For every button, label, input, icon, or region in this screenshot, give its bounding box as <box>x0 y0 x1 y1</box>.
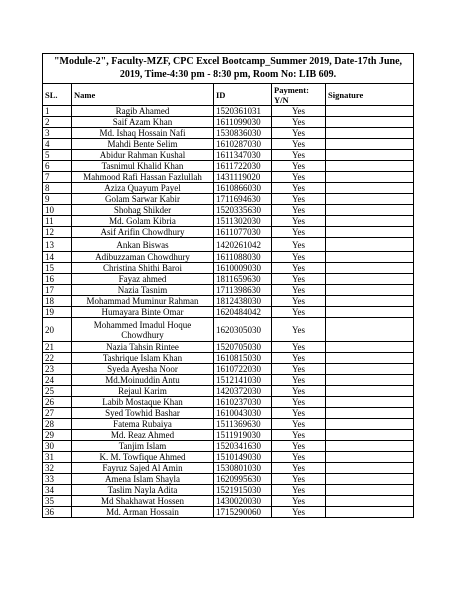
table-row <box>43 205 414 216</box>
cell-payment: Yes <box>272 474 326 485</box>
cell-sl: 10 <box>43 205 72 216</box>
header-name: Name <box>72 84 214 106</box>
cell-name: Md.Moinuddin Antu <box>72 375 214 386</box>
cell-signature <box>326 353 414 364</box>
cell-sl: 3 <box>43 128 72 139</box>
cell-name: Abidur Rahman Kushal <box>72 150 214 161</box>
cell-name: Amena Islam Shayla <box>72 474 214 485</box>
table-row <box>43 397 414 408</box>
cell-name: Md. Arman Hossain <box>72 507 214 518</box>
cell-sl: 28 <box>43 419 72 430</box>
cell-id: 1511369630 <box>214 419 272 430</box>
cell-sl: 9 <box>43 194 72 205</box>
cell-payment: Yes <box>272 274 326 285</box>
table-row <box>43 441 414 452</box>
cell-payment: Yes <box>272 227 326 238</box>
sheet-title: "Module-2", Faculty-MZF, CPC Excel Bootcamp_Summer 2019, Date-17th June, 2019, Time-4:30 pm - 8:30 pm, Room No: LIB 609. <box>43 54 414 84</box>
cell-name: Nazia Tahsin Rintee <box>72 342 214 353</box>
cell-payment: Yes <box>272 307 326 318</box>
cell-payment: Yes <box>272 353 326 364</box>
cell-signature <box>326 205 414 216</box>
table-row <box>43 507 414 518</box>
cell-sl: 18 <box>43 296 72 307</box>
cell-signature <box>326 496 414 507</box>
cell-sl: 26 <box>43 397 72 408</box>
cell-payment: Yes <box>272 463 326 474</box>
cell-name: Humayara Binte Omar <box>72 307 214 318</box>
cell-id: 1420372030 <box>214 386 272 397</box>
cell-sl: 33 <box>43 474 72 485</box>
cell-name: Asif Arifin Chowdhury <box>72 227 214 238</box>
cell-signature <box>326 318 414 342</box>
cell-signature <box>326 227 414 238</box>
cell-name: Fayruz Sajed Al Amin <box>72 463 214 474</box>
cell-id: 1611722030 <box>214 161 272 172</box>
cell-signature <box>326 441 414 452</box>
cell-payment: Yes <box>272 364 326 375</box>
table-row <box>43 296 414 307</box>
cell-name: Saif Azam Khan <box>72 117 214 128</box>
cell-name: Tashrique Islam Khan <box>72 353 214 364</box>
header-payment: Payment: Y/N <box>272 84 326 106</box>
table-row <box>43 375 414 386</box>
table-row <box>43 274 414 285</box>
cell-payment: Yes <box>272 106 326 117</box>
cell-id: 1620995630 <box>214 474 272 485</box>
cell-id: 1431119020 <box>214 172 272 183</box>
cell-name: Tasnimul Khalid Khan <box>72 161 214 172</box>
cell-id: 1520335630 <box>214 205 272 216</box>
cell-sl: 7 <box>43 172 72 183</box>
cell-name: Syed Towhid Bashar <box>72 408 214 419</box>
cell-signature <box>326 307 414 318</box>
cell-sl: 2 <box>43 117 72 128</box>
cell-id: 1521915030 <box>214 485 272 496</box>
cell-sl: 8 <box>43 183 72 194</box>
cell-payment: Yes <box>272 285 326 296</box>
cell-id: 1520361031 <box>214 106 272 117</box>
table-row <box>43 430 414 441</box>
cell-sl: 11 <box>43 216 72 227</box>
table-row <box>43 318 414 342</box>
table-row <box>43 419 414 430</box>
cell-signature <box>326 117 414 128</box>
cell-id: 1711694630 <box>214 194 272 205</box>
cell-payment: Yes <box>272 408 326 419</box>
cell-payment: Yes <box>272 430 326 441</box>
cell-signature <box>326 386 414 397</box>
cell-id: 1611347030 <box>214 150 272 161</box>
cell-sl: 12 <box>43 227 72 238</box>
table-row <box>43 252 414 263</box>
cell-signature <box>326 263 414 274</box>
cell-payment: Yes <box>272 452 326 463</box>
cell-sl: 31 <box>43 452 72 463</box>
cell-payment: Yes <box>272 161 326 172</box>
cell-name: Rejaul Karim <box>72 386 214 397</box>
table-row <box>43 216 414 227</box>
cell-signature <box>326 408 414 419</box>
table-row <box>43 285 414 296</box>
cell-payment: Yes <box>272 183 326 194</box>
header-sl: SL. <box>43 84 72 106</box>
cell-id: 1420261042 <box>214 238 272 252</box>
cell-id: 1610043030 <box>214 408 272 419</box>
cell-name: Nazia Tasnim <box>72 285 214 296</box>
cell-signature <box>326 172 414 183</box>
attendance-table <box>42 53 414 518</box>
cell-payment: Yes <box>272 205 326 216</box>
table-row <box>43 150 414 161</box>
cell-name: Shohag Shikder <box>72 205 214 216</box>
cell-payment: Yes <box>272 194 326 205</box>
cell-sl: 6 <box>43 161 72 172</box>
cell-id: 1610237030 <box>214 397 272 408</box>
table-row <box>43 227 414 238</box>
cell-id: 1610009030 <box>214 263 272 274</box>
cell-name: Md. Golam Kibria <box>72 216 214 227</box>
cell-payment: Yes <box>272 150 326 161</box>
cell-signature <box>326 452 414 463</box>
cell-payment: Yes <box>272 296 326 307</box>
cell-sl: 24 <box>43 375 72 386</box>
table-row <box>43 172 414 183</box>
cell-name: Aziza Quayum Payel <box>72 183 214 194</box>
cell-signature <box>326 161 414 172</box>
cell-payment: Yes <box>272 496 326 507</box>
cell-signature <box>326 238 414 252</box>
cell-name: K. M. Towfique Ahmed <box>72 452 214 463</box>
cell-sl: 23 <box>43 364 72 375</box>
cell-sl: 21 <box>43 342 72 353</box>
cell-id: 1512141030 <box>214 375 272 386</box>
cell-signature <box>326 183 414 194</box>
cell-id: 1511302030 <box>214 216 272 227</box>
cell-id: 1530801030 <box>214 463 272 474</box>
table-row <box>43 106 414 117</box>
cell-sl: 29 <box>43 430 72 441</box>
cell-name: Md Shakhawat Hossen <box>72 496 214 507</box>
cell-sl: 17 <box>43 285 72 296</box>
cell-id: 1812438030 <box>214 296 272 307</box>
cell-signature <box>326 150 414 161</box>
cell-name: Tanjim Islam <box>72 441 214 452</box>
table-row <box>43 485 414 496</box>
cell-sl: 36 <box>43 507 72 518</box>
table-row <box>43 496 414 507</box>
cell-payment: Yes <box>272 441 326 452</box>
header-signature: Signature <box>326 84 414 106</box>
cell-payment: Yes <box>272 485 326 496</box>
cell-payment: Yes <box>272 263 326 274</box>
cell-id: 1520705030 <box>214 342 272 353</box>
cell-signature <box>326 463 414 474</box>
cell-signature <box>326 364 414 375</box>
table-row <box>43 408 414 419</box>
table-row <box>43 139 414 150</box>
table-row <box>43 161 414 172</box>
cell-payment: Yes <box>272 216 326 227</box>
cell-payment: Yes <box>272 342 326 353</box>
cell-name: Mohammad Muminur Rahman <box>72 296 214 307</box>
cell-id: 1620484042 <box>214 307 272 318</box>
cell-name: Mahmood Rafi Hassan Fazlullah <box>72 172 214 183</box>
cell-sl: 19 <box>43 307 72 318</box>
cell-name: Ankan Biswas <box>72 238 214 252</box>
cell-sl: 15 <box>43 263 72 274</box>
cell-id: 1620305030 <box>214 318 272 342</box>
table-body <box>43 106 414 518</box>
cell-name: Ragib Ahamed <box>72 106 214 117</box>
cell-payment: Yes <box>272 419 326 430</box>
cell-payment: Yes <box>272 172 326 183</box>
cell-sl: 14 <box>43 252 72 263</box>
cell-signature <box>326 128 414 139</box>
cell-sl: 13 <box>43 238 72 252</box>
cell-payment: Yes <box>272 386 326 397</box>
cell-name: Christina Shithi Baroi <box>72 263 214 274</box>
cell-id: 1611088030 <box>214 252 272 263</box>
table-row <box>43 364 414 375</box>
cell-signature <box>326 375 414 386</box>
cell-sl: 34 <box>43 485 72 496</box>
cell-signature <box>326 194 414 205</box>
cell-payment: Yes <box>272 139 326 150</box>
table-row <box>43 386 414 397</box>
cell-id: 1510149030 <box>214 452 272 463</box>
table-row <box>43 353 414 364</box>
cell-id: 1811659630 <box>214 274 272 285</box>
cell-name: Fatema Rubaiya <box>72 419 214 430</box>
cell-name: Golam Sarwar Kabir <box>72 194 214 205</box>
cell-sl: 4 <box>43 139 72 150</box>
table-row <box>43 452 414 463</box>
cell-name: Mahdi Bente Selim <box>72 139 214 150</box>
cell-signature <box>326 274 414 285</box>
cell-id: 1530836030 <box>214 128 272 139</box>
cell-signature <box>326 285 414 296</box>
cell-signature <box>326 139 414 150</box>
table-row <box>43 117 414 128</box>
cell-id: 1511919030 <box>214 430 272 441</box>
cell-name: Taslim Nayla Adita <box>72 485 214 496</box>
cell-sl: 20 <box>43 318 72 342</box>
cell-name: Adibuzzaman Chowdhury <box>72 252 214 263</box>
table-row <box>43 263 414 274</box>
cell-sl: 1 <box>43 106 72 117</box>
cell-id: 1610722030 <box>214 364 272 375</box>
cell-payment: Yes <box>272 318 326 342</box>
cell-id: 1611077030 <box>214 227 272 238</box>
cell-signature <box>326 397 414 408</box>
cell-payment: Yes <box>272 117 326 128</box>
cell-payment: Yes <box>272 507 326 518</box>
table-row <box>43 474 414 485</box>
cell-signature <box>326 507 414 518</box>
cell-name: Fayaz ahmed <box>72 274 214 285</box>
table-row <box>43 194 414 205</box>
cell-payment: Yes <box>272 128 326 139</box>
cell-id: 1711398630 <box>214 285 272 296</box>
cell-payment: Yes <box>272 375 326 386</box>
table-row <box>43 342 414 353</box>
header-id: ID <box>214 84 272 106</box>
cell-payment: Yes <box>272 252 326 263</box>
cell-id: 1520341630 <box>214 441 272 452</box>
cell-sl: 27 <box>43 408 72 419</box>
cell-sl: 25 <box>43 386 72 397</box>
cell-sl: 16 <box>43 274 72 285</box>
table-row <box>43 463 414 474</box>
cell-payment: Yes <box>272 238 326 252</box>
header-row <box>43 84 414 106</box>
cell-id: 1610287030 <box>214 139 272 150</box>
table-row <box>43 183 414 194</box>
cell-signature <box>326 419 414 430</box>
cell-sl: 30 <box>43 441 72 452</box>
cell-sl: 32 <box>43 463 72 474</box>
cell-sl: 22 <box>43 353 72 364</box>
cell-signature <box>326 296 414 307</box>
table-row <box>43 307 414 318</box>
cell-payment: Yes <box>272 397 326 408</box>
cell-signature <box>326 485 414 496</box>
cell-name: Mohammed Imadul Hoque Chowdhury <box>72 318 214 342</box>
cell-name: Md. Reaz Ahmed <box>72 430 214 441</box>
cell-signature <box>326 342 414 353</box>
cell-signature <box>326 430 414 441</box>
cell-id: 1610866030 <box>214 183 272 194</box>
cell-signature <box>326 106 414 117</box>
cell-name: Labib Mostaque Khan <box>72 397 214 408</box>
cell-signature <box>326 252 414 263</box>
cell-signature <box>326 216 414 227</box>
cell-sl: 5 <box>43 150 72 161</box>
cell-id: 1430020030 <box>214 496 272 507</box>
table-row <box>43 238 414 252</box>
cell-id: 1715290060 <box>214 507 272 518</box>
cell-sl: 35 <box>43 496 72 507</box>
cell-name: Syeda Ayesha Noor <box>72 364 214 375</box>
cell-id: 1610815030 <box>214 353 272 364</box>
cell-signature <box>326 474 414 485</box>
cell-id: 1611099030 <box>214 117 272 128</box>
table-row <box>43 128 414 139</box>
cell-name: Md. Ishaq Hossain Nafi <box>72 128 214 139</box>
